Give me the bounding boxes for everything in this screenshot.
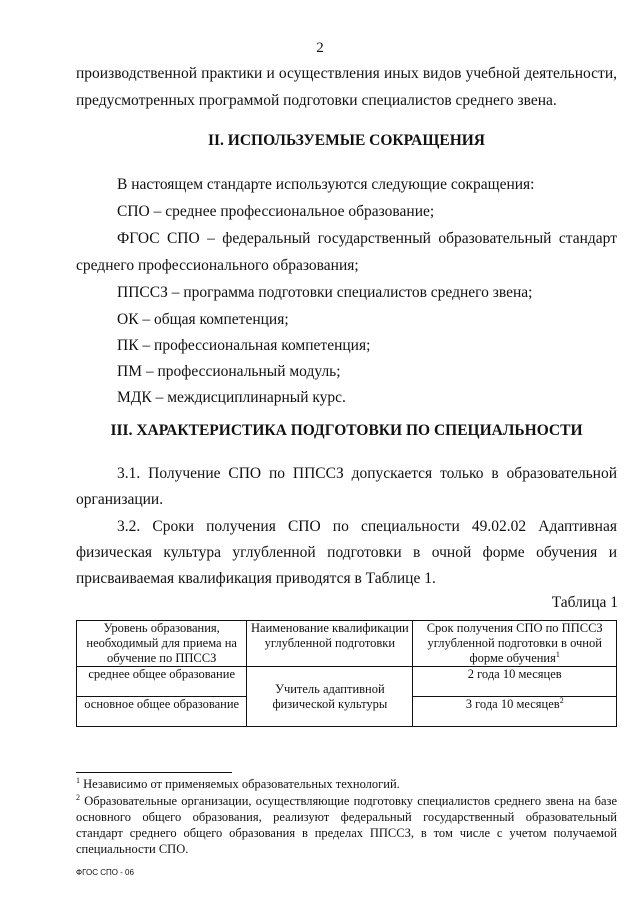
abbreviation-mdk: МДК – междисциплинарный курс. — [117, 389, 346, 406]
page-number: 2 — [316, 40, 324, 56]
section-2-heading: II. ИСПОЛЬЗУЕМЫЕ СОКРАЩЕНИЯ — [207, 132, 486, 149]
cell-duration: 2 года 10 месяцев — [413, 667, 617, 697]
cell-qualification: Учитель адаптивной физической культуры — [247, 667, 413, 727]
abbreviation-fgos-line-1: ФГОС СПО – федеральный государственный образовательный стандарт — [117, 230, 617, 247]
abbreviation-ppssz: ППССЗ – программа подготовки специалистов среднего звена; — [117, 284, 533, 301]
abbreviation-pm: ПМ – профессиональный модуль; — [117, 363, 341, 380]
abbreviation-pk: ПК – профессиональная компетенция; — [117, 337, 371, 354]
paragraph-3-2-line-2: физическая культура углубленной подготовки в очной форме обучения и — [76, 544, 617, 561]
paragraph-3-1-line-1: 3.1. Получение СПО по ППССЗ допускается только в образовательной — [117, 465, 617, 482]
document-code: ФГОС СПО - 06 — [76, 868, 134, 877]
header-education-level: Уровень образования, необходимый для приема на обучение по ППССЗ — [77, 621, 247, 667]
abbreviation-ok: ОК – общая компетенция; — [117, 311, 289, 328]
table-row — [77, 667, 617, 697]
footnote-mark-1: 1 — [76, 775, 80, 785]
footnote-divider — [76, 772, 232, 773]
footnote-1 — [76, 776, 617, 792]
paragraph-3-2-line-3: присваиваемая квалификация приводятся в Таблице 1. — [76, 570, 436, 587]
footnote-mark-2: 2 — [76, 792, 80, 802]
specialty-table — [76, 620, 617, 727]
table-caption: Таблица 1 — [551, 594, 618, 611]
abbreviation-spo: СПО – среднее профессиональное образование; — [117, 203, 435, 220]
footnote-2-text: Образовательные организации, осуществляющие подготовку специалистов среднего звена на базе основного общего образования, реализуют федеральный государственный образовательный стандарт среднего общего образования в пределах ППССЗ, в том числе с учетом получаемой специальности СПО. — [76, 794, 617, 856]
paragraph-3-1-line-2: организации. — [76, 491, 164, 508]
header-duration: Срок получения СПО по ППССЗ углубленной подготовки в очной форме обучения$^1$ — [413, 621, 617, 667]
abbreviations-lead: В настоящем стандарте используются следующие сокращения: — [117, 176, 535, 193]
section-3-heading: III. ХАРАКТЕРИСТИКА ПОДГОТОВКИ ПО СПЕЦИАЛЬНОСТИ — [110, 422, 583, 439]
footnote-ref-1: 1 — [555, 649, 560, 659]
cell-education-level: среднее общее образование — [77, 667, 247, 697]
table-header-row — [77, 621, 617, 667]
footnote-1-text: Независимо от применяемых образовательных технологий. — [80, 777, 400, 791]
paragraph-3-2-line-1: 3.2. Сроки получения СПО по специальности 49.02.02 Адаптивная — [117, 518, 617, 535]
abbreviation-fgos-line-2: среднего профессионального образования; — [76, 257, 359, 274]
cell-duration: 3 года 10 месяцев$^2$ — [413, 697, 617, 727]
intro-line-2: предусмотренных программой подготовки специалистов среднего звена. — [76, 92, 557, 109]
header-qualification: Наименование квалификации углубленной подготовки — [247, 621, 413, 667]
intro-line-1: производственной практики и осуществления иных видов учебной деятельности, — [76, 65, 617, 82]
footnote-ref-2: 2 — [559, 695, 564, 705]
footnote-2 — [76, 793, 617, 857]
cell-education-level: основное общее образование — [77, 697, 247, 727]
